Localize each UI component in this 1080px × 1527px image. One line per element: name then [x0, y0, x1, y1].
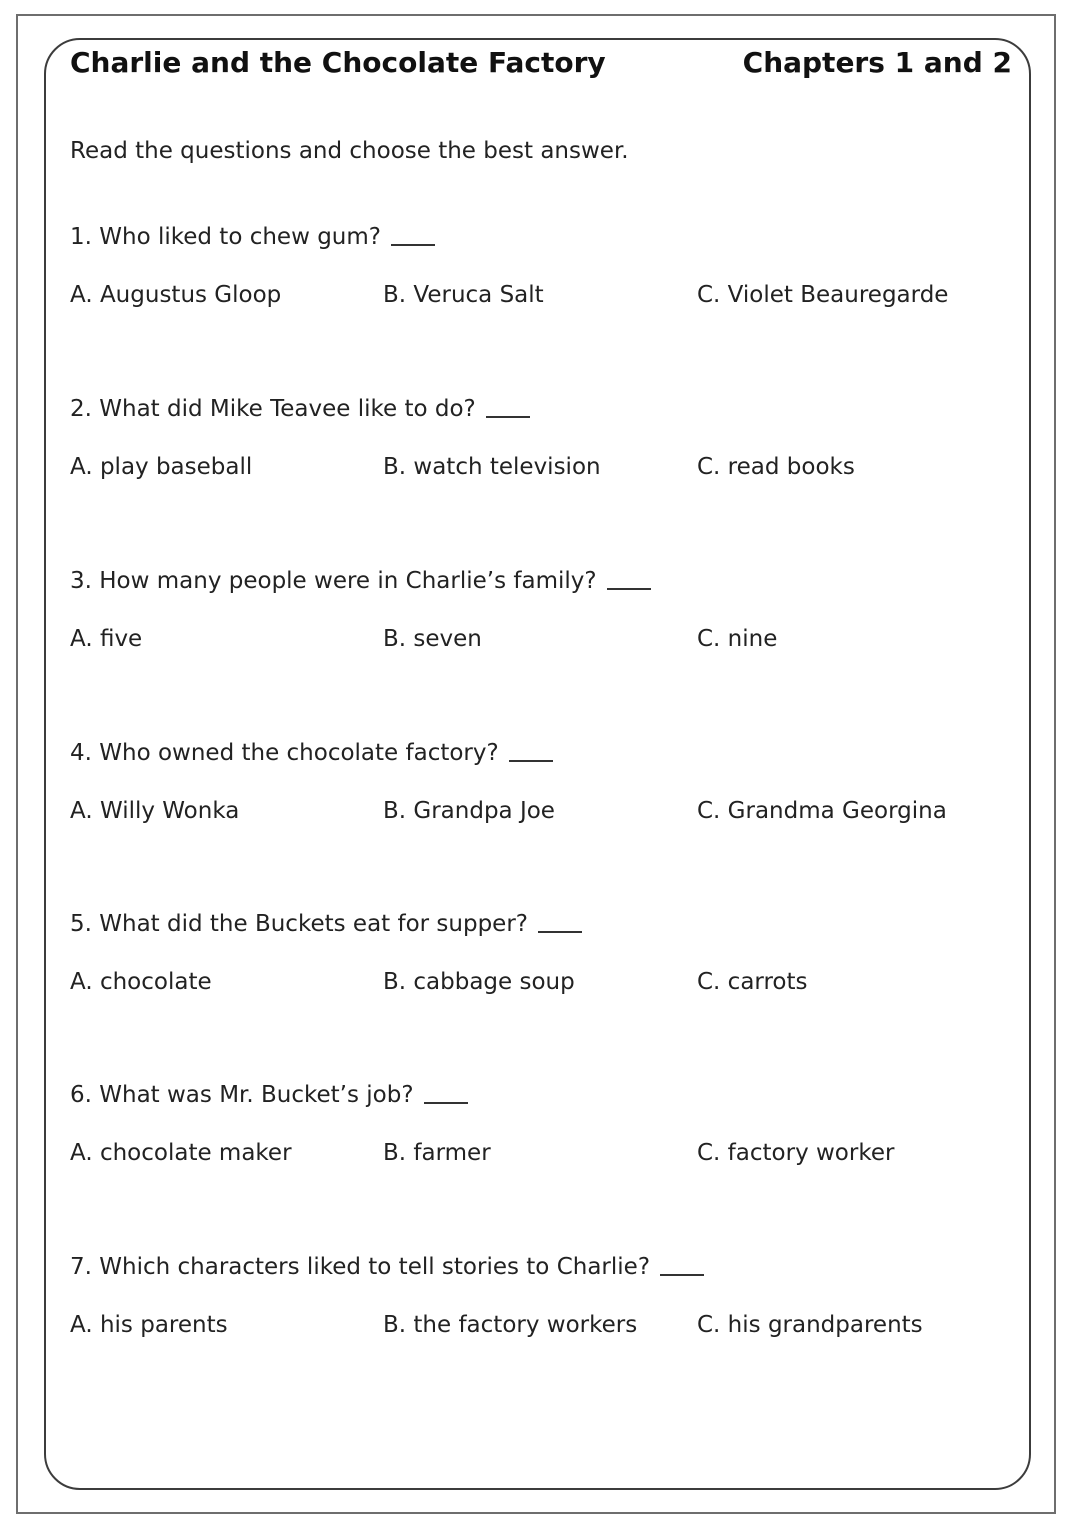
choice-c[interactable]: C. his grandparents — [697, 1312, 923, 1338]
question-text: 2. What did Mike Teavee like to do? — [70, 396, 476, 422]
question-5 — [70, 911, 1030, 1031]
choice-a[interactable]: A. five — [70, 626, 143, 652]
worksheet-title: Charlie and the Chocolate Factory — [70, 46, 606, 79]
choice-b[interactable]: B. the factory workers — [383, 1312, 638, 1338]
choice-b[interactable]: B. watch television — [383, 454, 601, 480]
question-7 — [70, 1254, 1030, 1374]
choice-c[interactable]: C. nine — [697, 626, 778, 652]
question-6 — [70, 1082, 1030, 1202]
choice-a[interactable]: A. his parents — [70, 1312, 228, 1338]
choice-a[interactable]: A. Augustus Gloop — [70, 282, 282, 308]
choice-b[interactable]: B. farmer — [383, 1140, 491, 1166]
question-3 — [70, 568, 1030, 688]
question-text: 4. Who owned the chocolate factory? — [70, 740, 499, 766]
question-line — [70, 740, 553, 766]
choice-b[interactable]: B. Grandpa Joe — [383, 798, 555, 824]
question-text: 3. How many people were in Charlie’s family? — [70, 568, 597, 594]
answer-blank[interactable] — [509, 760, 553, 762]
question-line — [70, 1082, 468, 1108]
choice-b[interactable]: B. seven — [383, 626, 482, 652]
question-line — [70, 396, 530, 422]
question-text: 7. Which characters liked to tell stories to Charlie? — [70, 1254, 651, 1280]
question-2 — [70, 396, 1030, 516]
choice-c[interactable]: C. factory worker — [697, 1140, 895, 1166]
answer-blank[interactable] — [538, 931, 582, 933]
choice-a[interactable]: A. Willy Wonka — [70, 798, 240, 824]
question-line — [70, 911, 582, 937]
question-line — [70, 224, 435, 250]
choice-a[interactable]: A. chocolate — [70, 969, 212, 995]
choice-c[interactable]: C. read books — [697, 454, 855, 480]
question-line — [70, 568, 651, 594]
choice-b[interactable]: B. cabbage soup — [383, 969, 575, 995]
question-text: 1. Who liked to chew gum? — [70, 224, 381, 250]
chapters-label: Chapters 1 and 2 — [742, 46, 1012, 79]
question-1 — [70, 224, 1030, 344]
answer-blank[interactable] — [424, 1102, 468, 1104]
answer-blank[interactable] — [607, 588, 651, 590]
choice-a[interactable]: A. chocolate maker — [70, 1140, 292, 1166]
question-text: 5. What did the Buckets eat for supper? — [70, 911, 529, 937]
instructions-text: Read the questions and choose the best answer. — [70, 138, 629, 164]
choice-c[interactable]: C. Grandma Georgina — [697, 798, 947, 824]
choice-c[interactable]: C. Violet Beauregarde — [697, 282, 949, 308]
answer-blank[interactable] — [660, 1274, 704, 1276]
choice-a[interactable]: A. play baseball — [70, 454, 253, 480]
answer-blank[interactable] — [391, 244, 435, 246]
choice-b[interactable]: B. Veruca Salt — [383, 282, 544, 308]
choice-c[interactable]: C. carrots — [697, 969, 808, 995]
question-4 — [70, 740, 1030, 860]
question-line — [70, 1254, 704, 1280]
question-text: 6. What was Mr. Bucket’s job? — [70, 1082, 414, 1108]
answer-blank[interactable] — [486, 416, 530, 418]
